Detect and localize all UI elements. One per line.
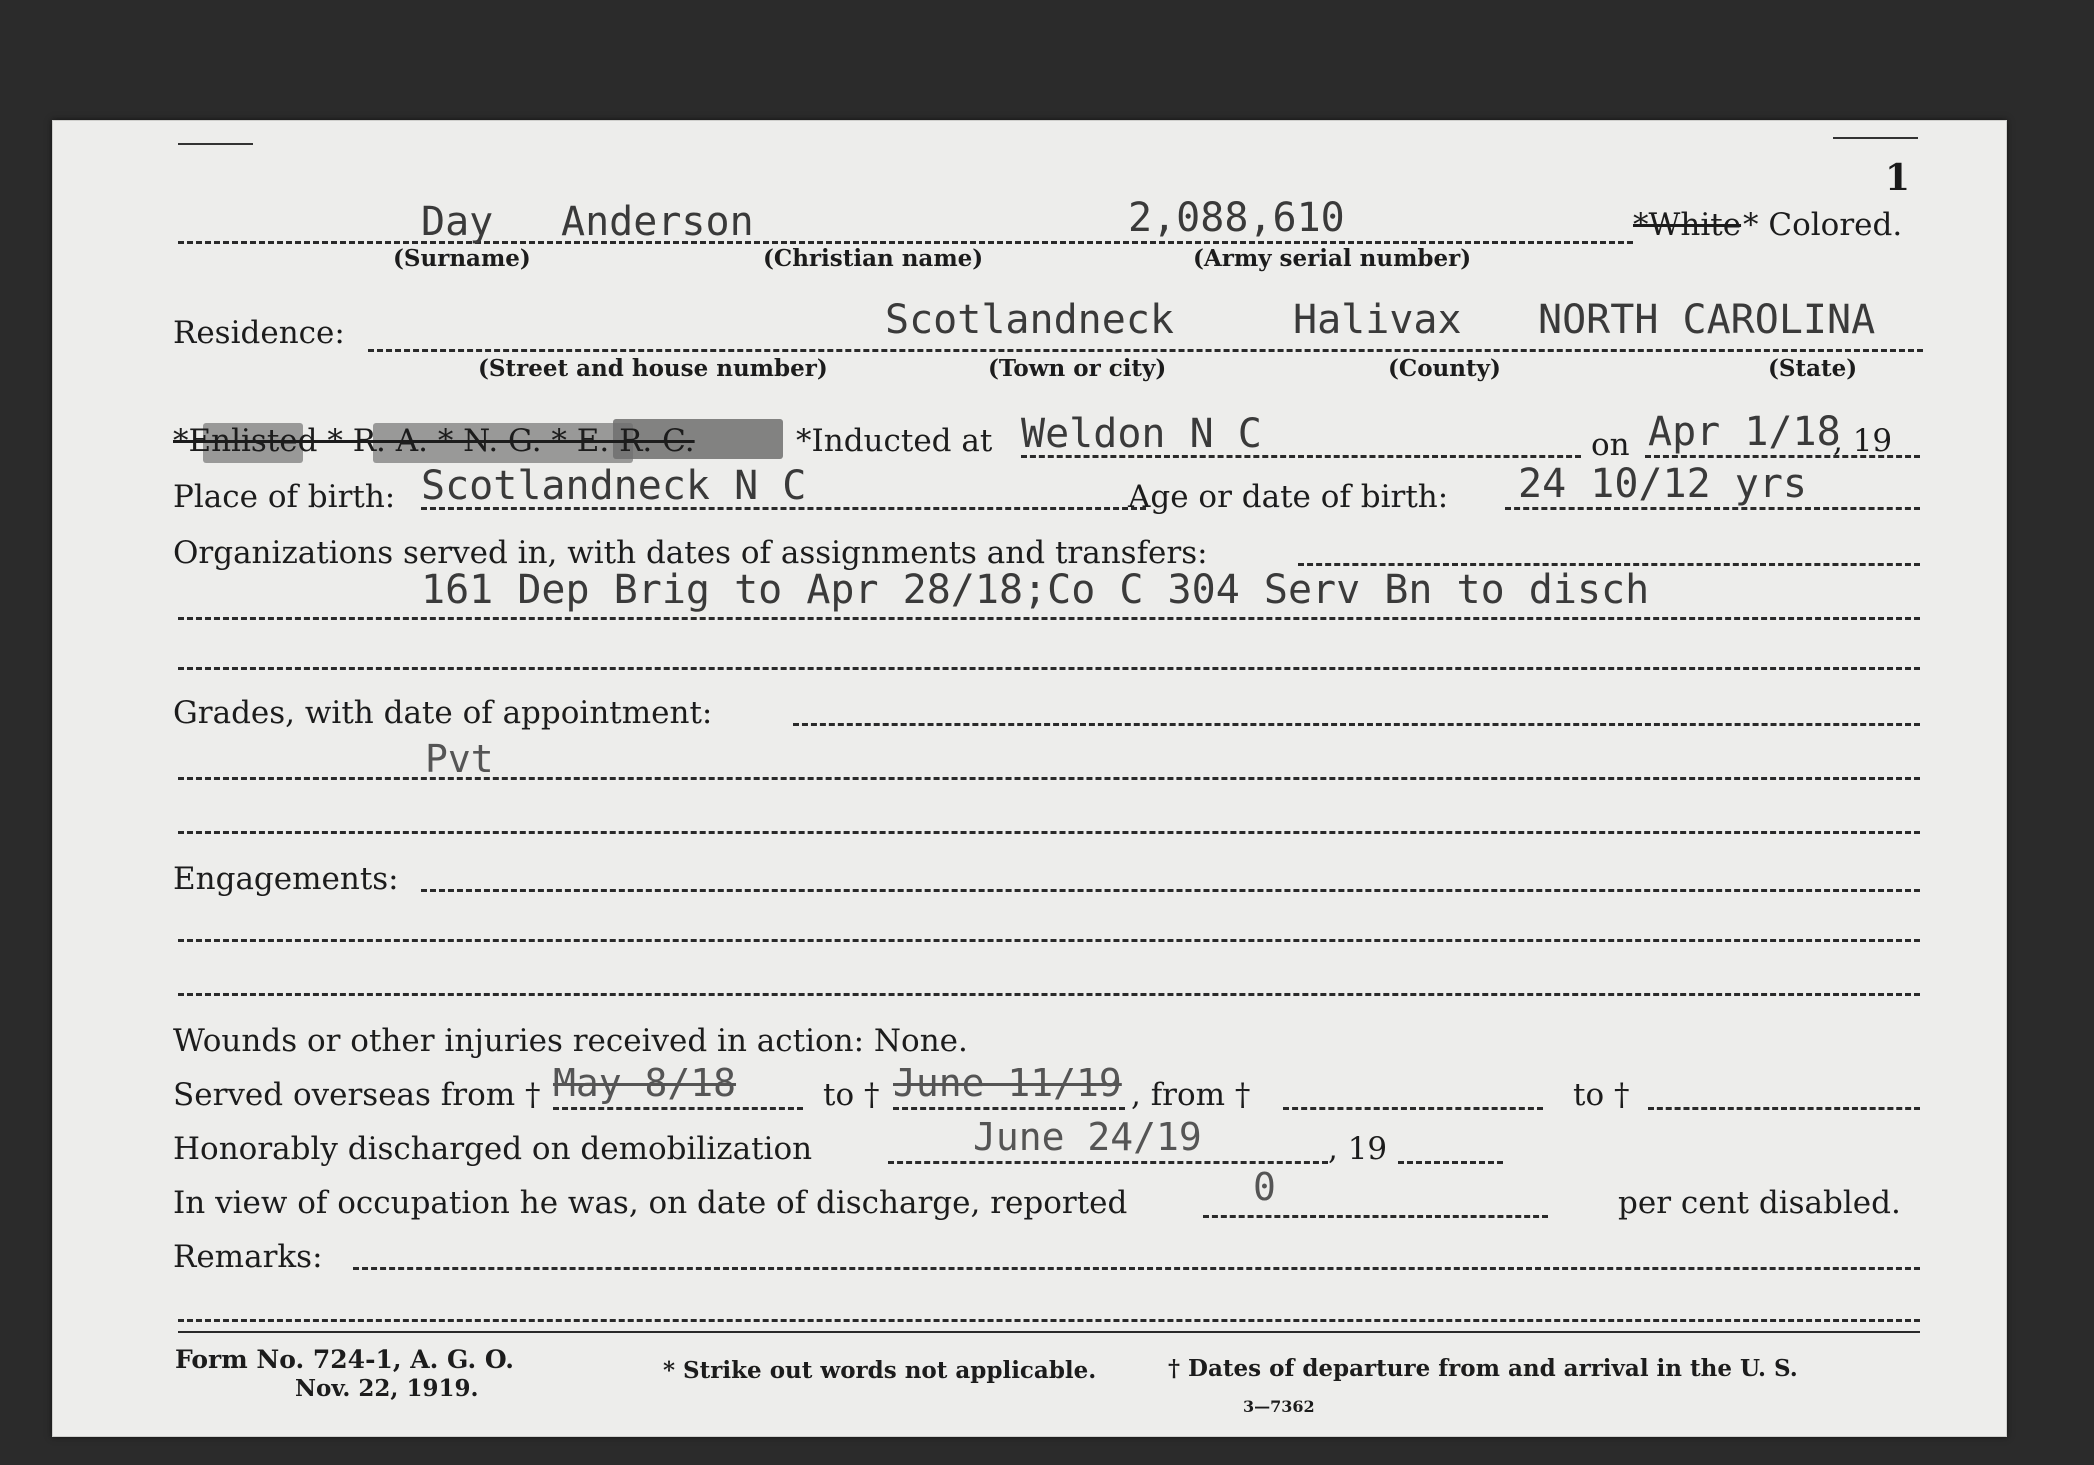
discharge-date-line [888,1161,1328,1164]
overseas-from-line [553,1107,803,1110]
overseas-label: Served overseas from † [173,1077,541,1113]
grades-line-1 [178,777,1920,780]
service-record-card [52,120,2007,1437]
residence-label: Residence: [173,315,345,351]
overseas-to-value: June 11/19 [893,1061,1122,1105]
engagements-line-1 [178,939,1920,942]
serial-number-value: 2,088,610 [1128,195,1345,241]
surname-value: Day [421,199,494,245]
colored-label: * Colored. [1743,207,1903,243]
strike-note: * Strike out words not applicable. [663,1357,1097,1384]
overseas-from-value: May 8/18 [553,1061,737,1105]
form-date: Nov. 22, 1919. [295,1375,479,1402]
serial-caption: (Army serial number) [1193,245,1472,272]
footer-rule [178,1331,1920,1333]
remarks-line-0 [353,1267,1920,1270]
print-code: 3—7362 [1243,1397,1315,1416]
card-number: 1 [1885,157,1911,199]
organizations-label: Organizations served in, with dates of assignments and transfers: [173,535,1208,571]
engagements-line-2 [178,993,1920,996]
town-caption: (Town or city) [988,355,1167,382]
birth-place-line [421,507,1146,510]
discharge-year-line [1398,1161,1503,1164]
residence-state: NORTH CAROLINA [1538,297,1876,343]
inducted-date-line [1645,455,1920,458]
wounds-label: Wounds or other injuries received in action: None. [173,1023,968,1059]
inducted-date-value: Apr 1/18 [1648,409,1841,455]
inducted-line [1021,455,1581,458]
grade-value: Pvt [425,737,494,781]
organizations-line-1 [178,617,1920,620]
overseas-to-label: to † [823,1077,880,1113]
form-number: Form No. 724-1, A. G. O. [175,1345,514,1374]
overseas-to2-line [1648,1107,1920,1110]
overseas-from2-line [1283,1107,1543,1110]
disability-label: In view of occupation he was, on date of discharge, reported [173,1185,1128,1221]
age-value: 24 10/12 yrs [1518,461,1807,507]
engagements-label: Engagements: [173,861,399,897]
overseas-to2-label: to † [1573,1077,1630,1113]
top-rule-left [178,143,253,145]
residence-line [368,349,1923,352]
street-caption: (Street and house number) [478,355,828,382]
remarks-label: Remarks: [173,1239,323,1275]
grades-line-0 [793,723,1920,726]
disability-line [1203,1215,1548,1218]
remarks-line-1 [178,1319,1920,1322]
christian-name-value: Anderson [561,199,754,245]
organizations-line-2 [178,667,1920,670]
engagements-line-0 [421,889,1920,892]
inducted-year-suffix: , 19 [1833,423,1893,459]
birth-place-label: Place of birth: [173,479,396,515]
discharge-year-suffix: , 19 [1328,1131,1388,1167]
grades-line-2 [178,831,1920,834]
residence-county: Halivax [1293,297,1462,343]
inducted-label: *Inducted at [796,423,993,459]
on-label: on [1591,427,1630,463]
age-label: Age or date of birth: [1128,479,1449,515]
overseas-to-line [893,1107,1125,1110]
overseas-from2-label: , from † [1131,1077,1251,1113]
grades-label: Grades, with date of appointment: [173,695,713,731]
white-label: *White [1633,207,1742,243]
age-line [1505,507,1920,510]
surname-caption: (Surname) [393,245,531,272]
enlistment-options: *Enlisted * R. A. * N. G. * E. R. C. [173,423,695,459]
birth-place-value: Scotlandneck N C [421,463,807,509]
organizations-value: 161 Dep Brig to Apr 28/18;Co C 304 Serv Bn to disch [421,567,1650,613]
disability-suffix: per cent disabled. [1618,1185,1901,1221]
dates-note: † Dates of departure from and arrival in the U. S. [1168,1355,1798,1382]
discharge-label: Honorably discharged on demobilization [173,1131,813,1167]
name-line [178,241,1633,244]
organizations-line-0 [1298,563,1920,566]
top-rule-right [1833,137,1918,139]
christian-name-caption: (Christian name) [763,245,984,272]
discharge-date-value: June 24/19 [973,1115,1202,1159]
county-caption: (County) [1388,355,1501,382]
state-caption: (State) [1768,355,1858,382]
disability-value: 0 [1253,1165,1276,1209]
residence-town: Scotlandneck [885,297,1174,343]
inducted-at-value: Weldon N C [1021,411,1262,457]
